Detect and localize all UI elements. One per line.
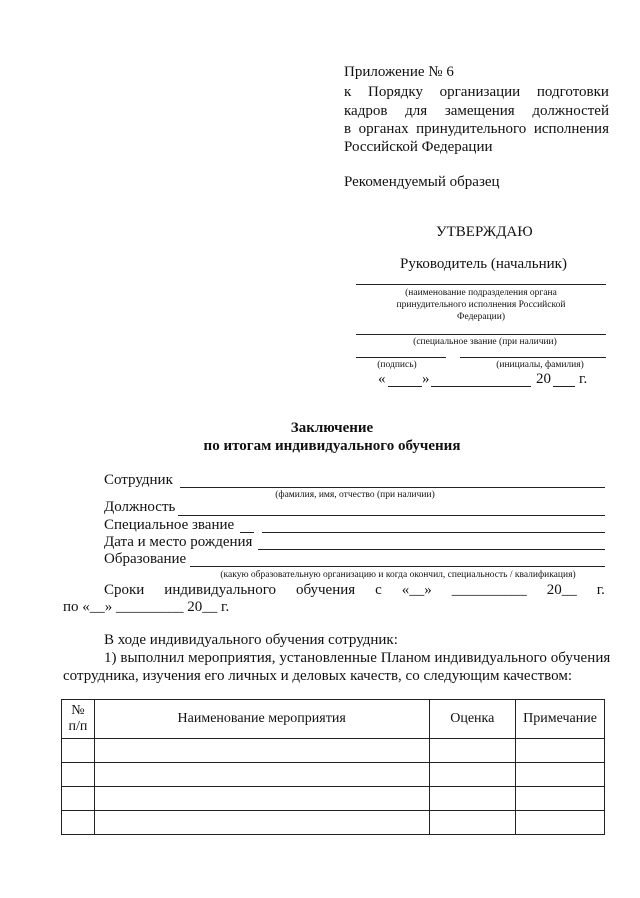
terms-word: «__» xyxy=(401,582,432,598)
body-intro: В ходе индивидуального обучения сотрудник: xyxy=(104,632,398,648)
birth-field[interactable] xyxy=(258,549,605,550)
date-close-quote: » xyxy=(422,371,430,387)
position-label: Должность xyxy=(104,499,176,515)
table-row xyxy=(62,739,605,763)
appendix-line-1 xyxy=(344,84,609,101)
rank-field-short[interactable] xyxy=(240,532,254,533)
appendix-word: к xyxy=(344,84,352,100)
appendix-word: Порядку xyxy=(368,84,423,100)
body-item1-line2: сотрудника, изучения его личных и деловых качеств, со следующим качеством: xyxy=(63,668,572,684)
appendix-word: для xyxy=(405,103,428,119)
appendix-word: органах xyxy=(358,121,409,137)
signature-caption: (подпись) xyxy=(377,360,417,370)
name-caption: (инициалы, фамилия) xyxy=(496,360,584,370)
signature-line xyxy=(356,357,446,358)
date-open-quote: « xyxy=(378,371,386,387)
conclusion-subtitle: по итогам индивидуального обучения xyxy=(203,438,461,454)
rank-field[interactable] xyxy=(262,532,605,533)
rank-label: Специальное звание xyxy=(104,517,235,533)
rank-caption: (специальное звание (при наличии) xyxy=(413,337,557,347)
table-cell[interactable] xyxy=(516,787,605,811)
education-field[interactable] xyxy=(190,566,605,567)
appendix-word: в xyxy=(344,121,352,137)
table-cell[interactable] xyxy=(94,811,429,835)
terms-line-1 xyxy=(104,582,605,599)
table-cell[interactable] xyxy=(429,811,516,835)
table-row xyxy=(62,763,605,787)
header-note: Примечание xyxy=(516,700,605,739)
table-cell[interactable] xyxy=(429,739,516,763)
table-cell[interactable] xyxy=(429,787,516,811)
employee-label: Сотрудник xyxy=(104,472,173,488)
table-cell[interactable] xyxy=(94,787,429,811)
events-table xyxy=(61,699,605,835)
terms-line-2: по «__» _________ 20__ г. xyxy=(63,599,230,615)
appendix-last-line: Российской Федерации xyxy=(344,139,493,155)
date-year: 20 xyxy=(536,371,551,387)
conclusion-title: Заключение xyxy=(290,420,374,436)
appendix-line-3 xyxy=(344,121,609,138)
education-label: Образование xyxy=(104,551,187,567)
terms-word: индивидуального xyxy=(164,582,276,598)
appendix-line-2 xyxy=(344,103,609,120)
name-line xyxy=(460,357,606,358)
position-field[interactable] xyxy=(178,515,605,516)
table-cell[interactable] xyxy=(94,739,429,763)
approve-head: Руководитель (начальник) xyxy=(400,256,567,272)
table-cell[interactable] xyxy=(62,787,95,811)
unit-line xyxy=(356,284,606,285)
appendix-word: организации xyxy=(439,84,521,100)
terms-word: __________ xyxy=(451,582,527,598)
date-year-suffix: г. xyxy=(579,371,588,387)
unit-caption: (наименование подразделения органа принудительного исполнения Российской Федерации) xyxy=(396,288,566,322)
appendix-title: Приложение № 6 xyxy=(344,64,454,80)
terms-word: 20__ xyxy=(546,582,577,598)
appendix-word: исполнения xyxy=(533,121,609,137)
rank-line xyxy=(356,334,606,335)
table-cell[interactable] xyxy=(62,763,95,787)
education-caption: (какую образовательную организацию и когда окончил, специальность / квалификация) xyxy=(220,570,576,580)
date-day-line xyxy=(388,386,422,387)
table-cell[interactable] xyxy=(429,763,516,787)
appendix-word: принудительного xyxy=(416,121,527,137)
header-grade: Оценка xyxy=(429,700,516,739)
table-row xyxy=(62,787,605,811)
appendix-word: замещения xyxy=(444,103,515,119)
table-row xyxy=(62,811,605,835)
date-month-line xyxy=(431,386,531,387)
table-cell[interactable] xyxy=(516,763,605,787)
table-header-row xyxy=(62,700,605,739)
header-num-line1: № xyxy=(71,703,85,718)
header-num-line2: п/п xyxy=(68,719,88,734)
appendix-word: должностей xyxy=(532,103,609,119)
table-cell[interactable] xyxy=(62,739,95,763)
approve-title: УТВЕРЖДАЮ xyxy=(436,224,533,240)
birth-label: Дата и место рождения xyxy=(104,534,253,550)
header-event: Наименование мероприятия xyxy=(94,700,429,739)
table-cell[interactable] xyxy=(94,763,429,787)
body-item1-line1: 1) выполнил мероприятия, установленные Планом индивидуального обучения xyxy=(104,650,611,666)
employee-caption: (фамилия, имя, отчество (при наличии) xyxy=(275,490,435,500)
date-year-line xyxy=(553,386,575,387)
header-num xyxy=(62,700,95,739)
terms-word: обучения xyxy=(295,582,356,598)
appendix-word: кадров xyxy=(344,103,388,119)
table-cell[interactable] xyxy=(62,811,95,835)
terms-word: с xyxy=(375,582,382,598)
table-cell[interactable] xyxy=(516,811,605,835)
employee-field[interactable] xyxy=(180,487,605,488)
recommended-sample: Рекомендуемый образец xyxy=(344,174,500,190)
table-cell[interactable] xyxy=(516,739,605,763)
terms-word: г. xyxy=(596,582,605,598)
terms-word: Сроки xyxy=(104,582,145,598)
appendix-word: подготовки xyxy=(536,84,609,100)
